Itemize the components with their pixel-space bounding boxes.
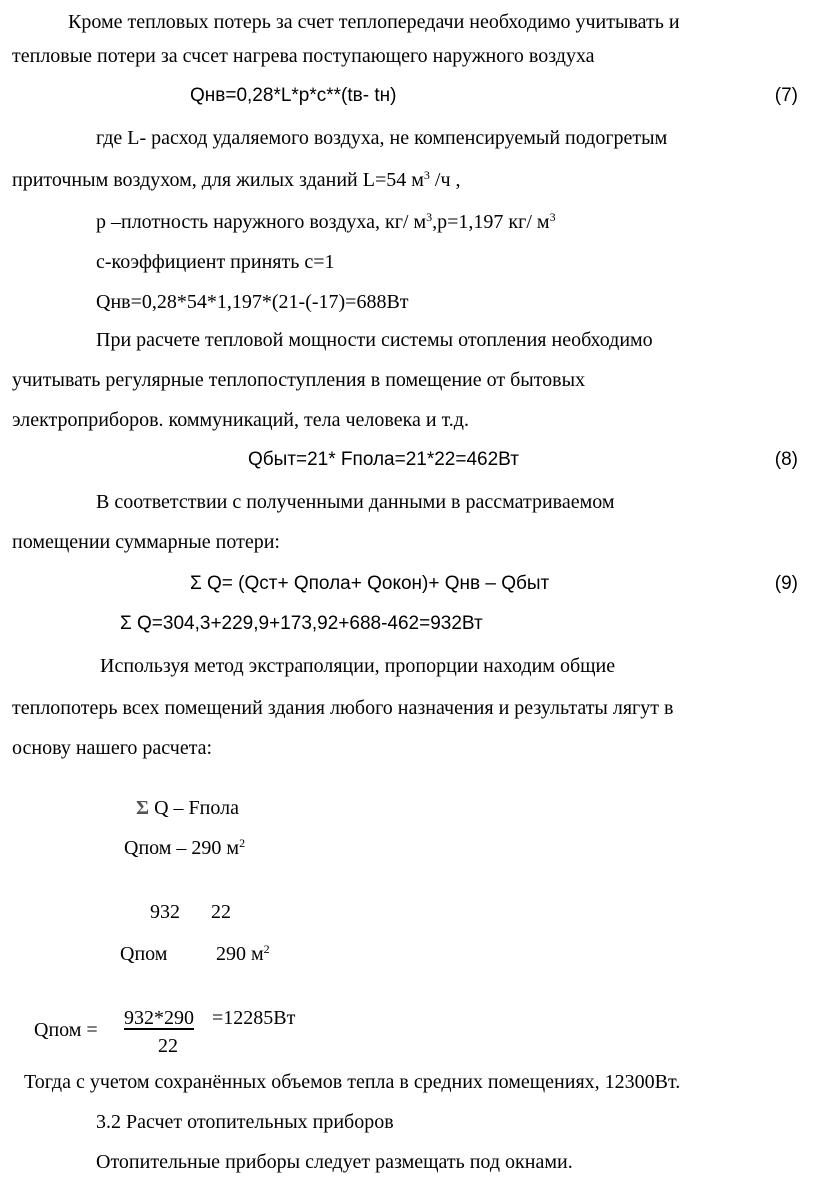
formula-9: Σ Q= (Qст+ Qпола+ Qокон)+ Qнв – Qбыт (190, 573, 550, 594)
paragraph-2-line-2: учитывать регулярные теплопоступления в помещение от бытовых (12, 369, 586, 391)
sigma-symbol: Σ (136, 797, 150, 819)
last-line: Отопительные приборы следует размещать под окнами. (96, 1151, 573, 1173)
result-value: =12285Вт (212, 1007, 296, 1029)
density-line: р –плотность наружного воздуха, кг/ $м^3,р=1,197$ кг/ $м^3$ (96, 210, 556, 233)
formula-7-number: (7) (774, 85, 798, 106)
paragraph-1-line-1: Кроме тепловых потерь за счет теплопередачи необходимо учитывать и (68, 11, 680, 33)
paragraph-3-line-2: помещении суммарные потери: (12, 531, 280, 553)
result-lhs: Qпом = (34, 1019, 98, 1041)
where-line-1: где L- расход удаляемого воздуха, не компенсируемый подогретым (96, 127, 668, 149)
section-title: 3.2 Расчет отопительных приборов (96, 1111, 394, 1133)
paragraph-2-line-3: электроприборов. коммуникаций, тела человека и т.д. (12, 409, 469, 431)
paragraph-4-line-2: теплопотерь всех помещений здания любого назначения и результаты лягут в (12, 697, 674, 719)
paragraph-2-line-1: При расчете тепловой мощности системы отопления необходимо (96, 329, 653, 351)
formula-7: Qнв=0,28*L*p*c**(tв- tн) (190, 85, 397, 106)
proportion-value-22: 22 (211, 901, 231, 923)
proportion-area: 290 $м^2$ (216, 942, 270, 965)
sum-calculation: Σ Q=304,3+229,9+173,92+688-462=932Вт (120, 613, 483, 634)
paragraph-4-line-3: основу нашего расчета: (12, 737, 213, 759)
where-line-2: приточным воздухом, для жилых зданий L=54 $м^3$ /ч , (12, 168, 461, 191)
formula-9-number: (9) (774, 573, 798, 594)
result-denominator: 22 (158, 1035, 178, 1057)
qnv-calculation: Qнв=0,28*54*1,197*(21-(-17)=688Вт (96, 291, 409, 313)
proportion-row-2: Qпом – 290 $м^2$ (124, 836, 246, 859)
coefficient-line: с-коэффициент принять с=1 (96, 251, 335, 273)
paragraph-4-line-1: Используя метод экстраполяции, пропорции находим общие (100, 655, 616, 677)
result-numerator: 932*290 (124, 1007, 194, 1029)
formula-8-number: (8) (774, 449, 798, 470)
proportion-value-932: 932 (150, 901, 180, 923)
proportion-qpom: Qпом (120, 943, 168, 965)
formula-8: Qбыт=21* Fпола=21*22=462Вт (248, 449, 519, 470)
paragraph-3-line-1: В соответствии с полученными данными в рассматриваемом (96, 491, 615, 513)
paragraph-1-line-2: тепловые потери за счсет нагрева поступающего наружного воздуха (12, 45, 595, 67)
conclusion-line: Тогда с учетом сохранённых объемов тепла в средних помещениях, 12300Вт. (24, 1071, 681, 1093)
proportion-row-1: Σ Q – Fпола (136, 797, 239, 819)
